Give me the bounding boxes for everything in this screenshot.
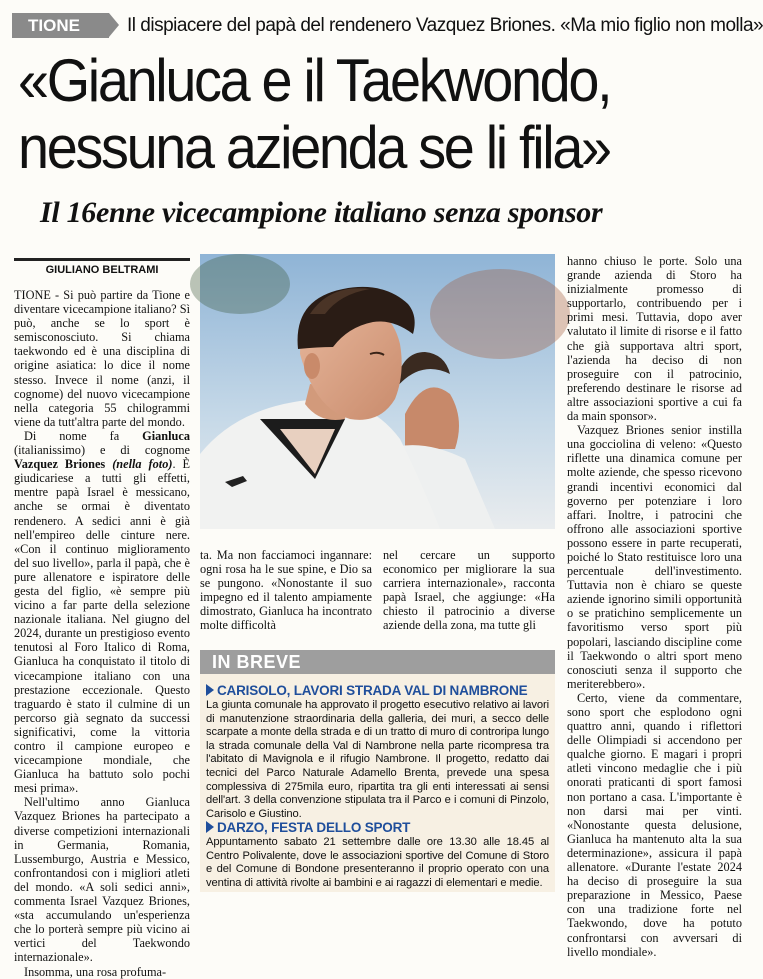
in-brief-box [200,650,555,892]
brief-text: Appuntamento sabato 21 settembre dalle ore 13.30 alle 18.45 al Centro Polivalente, dove le associazioni sportive del Comune di Storo e del Comune di Bondone presenteranno il proprio operato con una ventina di attività rivolte ai bambini e ai ragazzi di elementari e medie. [206,836,549,889]
paragraph: Nell'ultimo anno Gianluca Vazquez Briones ha partecipato a diverse competizioni internazionali in Germania, Romania, Lussemburgo, Austria e Messico, confrontandosi con i migliori atleti del mondo. «A soli sedici anni», commenta Israel Vazquez Briones, «sta accumulando un'esperienza che lo porterà sempre più vicino ai vertici del Taekwondo internazionale». [14,795,190,965]
kicker-text: Il dispiacere del papà del rendenero Vazquez Briones. «Ma mio figlio non molla» [127,15,763,36]
paragraph: hanno chiuso le porte. Solo una grande azienda di Storo ha inizialmente promesso di supportarlo, contribuendo per i primi mesi. Tuttavia, dopo aver valutato il limite di risorse e il fatto che già supportava altri sport, l'azienda ha deciso di non proseguire con il patrocinio, preferendo destinare le risorse ad altre associazioni sportive a cui fa da main sponsor». [567,254,742,424]
article-column-1 [14,288,190,979]
headline-line-1: «Gianluca e il Taekwondo, [18,47,611,114]
photo-note: (nella foto) [105,457,173,472]
brief-text: La giunta comunale ha approvato il progetto esecutivo relativo ai lavori di manutenzione straordinaria della galleria, dei muri, a secco delle scarpate a monte della strada e di un tratto di muro di controripa lungo la strada comunale della Val di Nambrone nella parte ricompresa tra l'abitato di Mavignola e il rifugio Nambrone. Il progetto, redatto dai tecnici del Parco Naturale Adamello Brenta, prevede una spesa complessiva di 275mila euro, ripartita tra gli enti interessati ai sensi dell'art. 3 della convenzione stipulata tra il Parco e i comuni di Pinzolo, Carisolo e Giustino. [206,699,549,820]
article-column-4 [567,254,742,959]
paragraph: Certo, viene da commentare, sono sport che esplodono ogni quattro anni, quando i riflettori delle Olimpiadi si accendono per qualche giorno. E magari i propri atleti vincono medaglie che i più onorati praticanti di sport famosi non portano a casa. L'importante è non darsi mai per vinti. «Nonostante questa delusione, Gianluca ha mantenuto alta la sua determinazione», assicura il papà allenatore. «Durante l'estate 2024 ha deciso di proseguire la sua preparazione in Messico, Paese con una tradizione forte nel Taekwondo, dove ha potuto confrontarsi con avversari di livello mondiale». [567,690,742,959]
byline: GIULIANO BELTRAMI [14,258,190,276]
text-run: Di nome fa [24,428,143,443]
article-column-3 [383,548,555,633]
article-photo [200,254,555,529]
section-tag: TIONE [12,13,109,38]
paragraph: Insomma, una rosa profuma- [24,964,167,979]
in-brief-header: IN BREVE [200,650,555,674]
paragraph: nel cercare un supporto economico per migliorare la sua carriera internazionale», racconta papà Israel, che aggiunge: «Ha chiesto il patrocinio a diverse aziende della zona, ma tutte gli [383,548,555,633]
paragraph: Vazquez Briones senior instilla una gocciolina di veleno: «Questo riflette una dinamica comune per molte aziende, che spesso ricevono grandi incentivi economici dal governo per potenziare i loro affari. Inoltre, i patrocini che offrono alle associazioni sportive possono essere in parte recuperati, poiché lo Stato restituisce loro una percentuale dell'investimento. Tuttavia non è chiaro se queste aziende ignorino simili opportunità o se pratichino semplicemente un favoritismo verso sport più popolari, lasciando discipline come il Taekwondo o altri sport meno conosciuti senza il supporto che meriterebbero». [567,423,742,691]
brief-title-text: DARZO, FESTA DELLO SPORT [217,820,411,835]
text-run: (italianissimo) e di cognome [14,443,190,458]
section-tag-arrow [109,13,119,37]
paragraph: ta. Ma non facciamoci ingannare: ogni rosa ha le sue spine, e Dio sa se pungono. «Nonostante il suo impegno ed il talento ampiamente dimostrato, Gianluca ha incontrato molte difficoltà [200,548,372,633]
athlete-surname: Vazquez Briones [14,457,106,472]
brief-title [206,683,549,699]
kicker [12,13,763,38]
brief-item-carisolo [206,683,549,821]
triangle-bullet-icon [206,684,214,696]
headline-line-2: nessuna azienda se li fila» [18,114,610,181]
article-column-2 [200,548,372,633]
headline [18,47,688,181]
brief-title-text: CARISOLO, LAVORI STRADA VAL DI NAMBRONE [217,683,528,698]
paragraph: TIONE - Si può partire da Tione e diventare vicecampione italiano? Sì può, anche se lo sport è semisconosciuto. Si chiama taekwondo ed è una disciplina di origine asiatica: lo dice il nome stesso. Invece il nome (anzi, il cognome) del nuovo vicecampione nella categoria 55 chilogrammi viene da tutt'altra parte del mondo. [14,288,190,429]
triangle-bullet-icon [206,821,214,833]
brief-item-darzo [206,820,549,890]
athlete-photo-illustration [200,254,555,529]
athlete-name: Gianluca [142,428,190,443]
text-run: . È giudicariese a tutti gli effetti, mentre papà Israel è messicano, anche se ormai è diventato rendenero. A sedici anni è già nell'empireo delle cinture nere. «Con il continuo miglioramento del suo livello», parla il papà, che è pure allenatore e ispiratore delle gesta del figlio, «è sempre più vicino a far parte della selezione nazionale italiana. Nel giugno del 2024, durante un prestigioso evento tenutosi al Foro Italico di Roma, Gianluca ha conquistato il titolo di vicecampione italiano con una prestazione eccezionale. Questo traguardo è stato il culmine di un percorso già segnato da successi significativi, come la vittoria contro il campione europeo e vicecampione mondiale, che Gianluca ha battuto solo pochi mesi prima». [14,457,190,796]
paragraph [14,429,190,795]
brief-title [206,820,549,836]
subheadline: Il 16enne vicecampione italiano senza sponsor [40,196,603,229]
